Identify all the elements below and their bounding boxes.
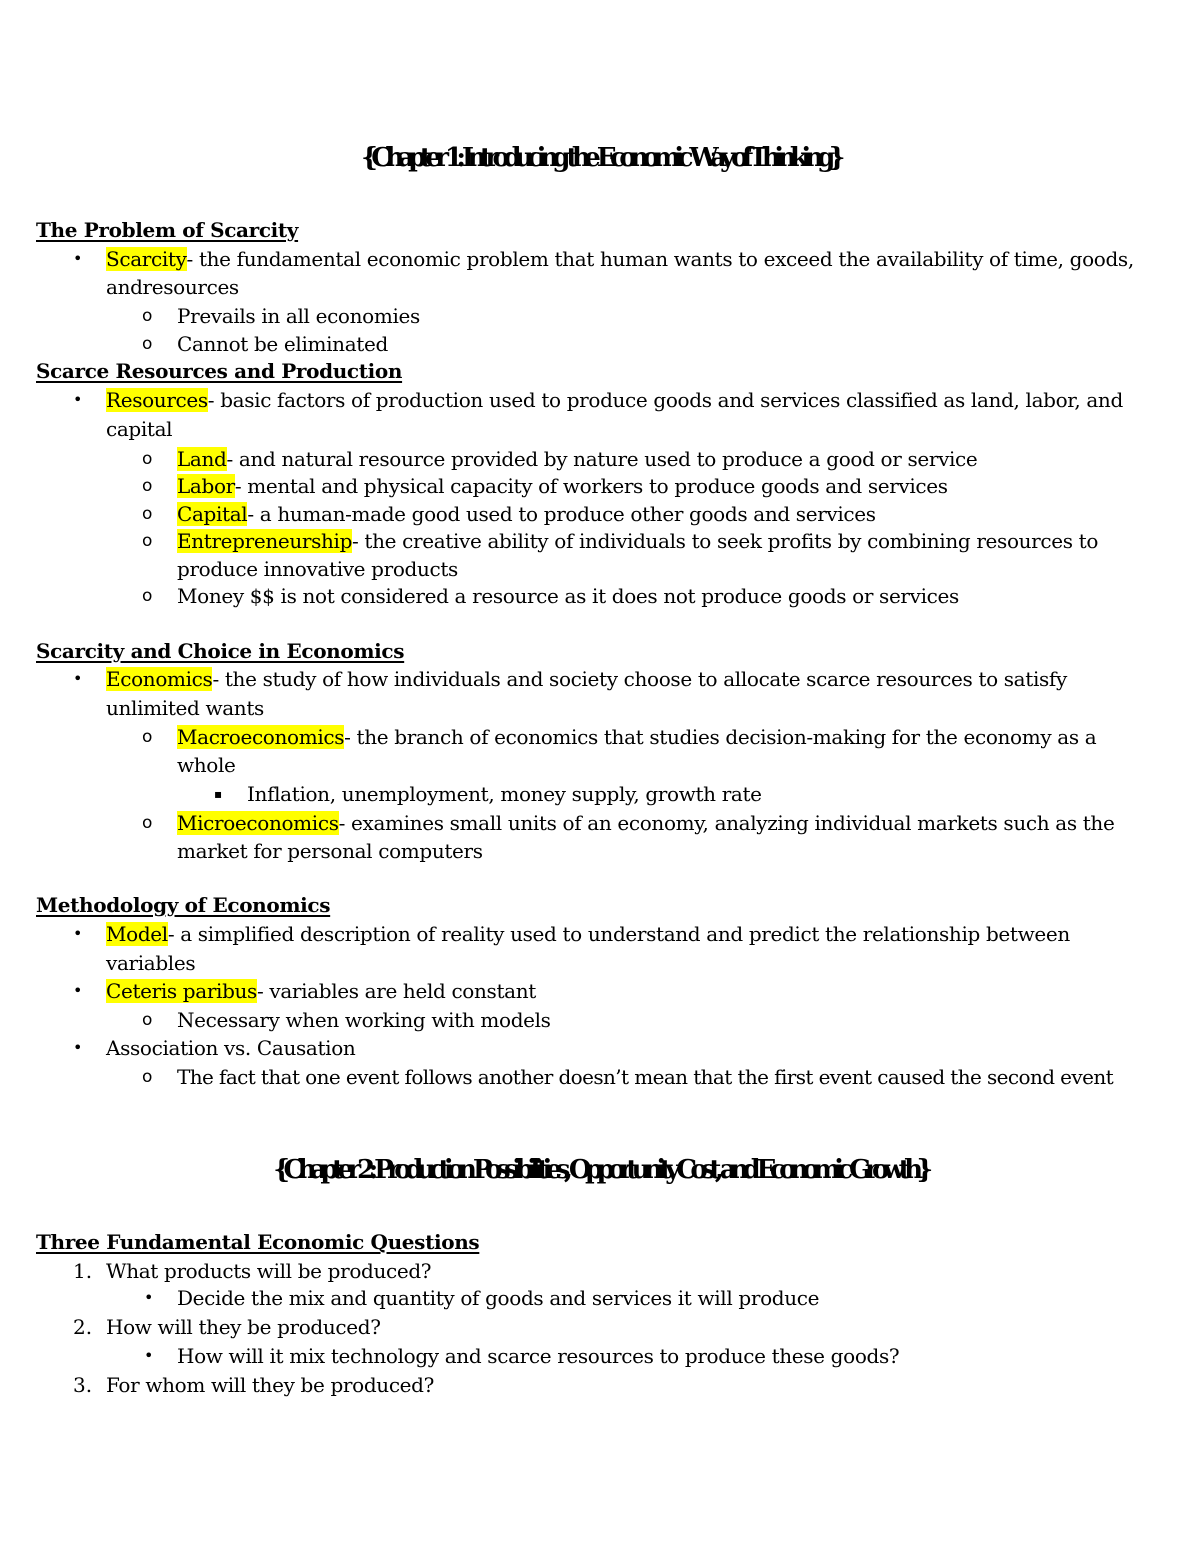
circle-marker: o [142, 334, 153, 354]
circle-marker: o [142, 813, 153, 833]
definition-entrepreneurship-continued: produce innovative products [177, 557, 458, 581]
list-subitem: Prevails in all economies [177, 304, 420, 328]
list-subitem-capital [177, 500, 876, 528]
circle-marker: o [142, 504, 153, 524]
list-subitem-labor [177, 472, 948, 500]
list-item-association: Association vs. Causation [106, 1036, 356, 1060]
list-number: 1. [73, 1259, 93, 1283]
term-economics: Economics [106, 667, 213, 691]
list-subitem: Necessary when working with models [177, 1008, 551, 1032]
definition-scarcity-continued: andresources [106, 275, 239, 299]
term-resources: Resources [106, 388, 208, 412]
list-item-ceteris-paribus [106, 977, 536, 1005]
definition-model: - a simplified description of reality used to understand and predict the relationship between [167, 922, 1070, 946]
square-marker: ▪ [214, 787, 223, 801]
definition-ceteris-paribus: - variables are held constant [256, 979, 536, 1003]
bullet-marker: • [73, 249, 83, 268]
definition-economics-continued: unlimited wants [106, 696, 264, 720]
definition-microeconomics: - examines small units of an economy, analyzing individual markets such as the [338, 811, 1115, 835]
section-heading-scarcity: The Problem of Scarcity [36, 218, 299, 242]
list-subitem: Cannot be eliminated [177, 332, 388, 356]
section-heading-methodology: Methodology of Economics [36, 893, 331, 917]
definition-entrepreneurship: - the creative ability of individuals to seek profits by combining resources to [352, 529, 1099, 553]
list-item-question-1: What products will be produced? [106, 1259, 432, 1283]
term-ceteris-paribus: Ceteris paribus [106, 979, 257, 1003]
bullet-marker: • [73, 669, 83, 688]
list-number: 3. [73, 1373, 93, 1397]
bullet-marker: • [73, 1038, 83, 1057]
bullet-marker: • [73, 981, 83, 1000]
term-labor: Labor [177, 474, 235, 498]
bullet-marker: • [73, 924, 83, 943]
bullet-marker: • [144, 1346, 154, 1365]
bullet-marker: • [144, 1288, 154, 1307]
term-scarcity: Scarcity [106, 247, 187, 271]
term-model: Model [106, 922, 168, 946]
list-item-scarcity [106, 245, 1134, 273]
circle-marker: o [142, 531, 153, 551]
definition-resources-continued: capital [106, 417, 173, 441]
list-subitem-macroeconomics [177, 723, 1096, 751]
list-subitem-entrepreneurship [177, 527, 1098, 555]
definition-model-continued: variables [106, 951, 196, 975]
list-subitem-land [177, 445, 977, 473]
list-item-model [106, 920, 1070, 948]
circle-marker: o [142, 1067, 153, 1087]
definition-macroeconomics-continued: whole [177, 753, 236, 777]
circle-marker: o [142, 476, 153, 496]
circle-marker: o [142, 449, 153, 469]
definition-economics: - the study of how individuals and society choose to allocate scarce resources to satisfy [212, 667, 1067, 691]
list-subitem-microeconomics [177, 809, 1114, 837]
list-number: 2. [73, 1315, 93, 1339]
list-subitem: How will it mix technology and scarce resources to produce these goods? [177, 1344, 900, 1368]
term-entrepreneurship: Entrepreneurship [177, 529, 353, 553]
section-heading-questions: Three Fundamental Economic Questions [36, 1230, 480, 1254]
term-microeconomics: Microeconomics [177, 811, 339, 835]
definition-capital: - a human-made good used to produce other goods and services [247, 502, 876, 526]
definition-land: - and natural resource provided by nature used to produce a good or service [226, 447, 978, 471]
term-land: Land [177, 447, 227, 471]
list-item-question-2: How will they be produced? [106, 1315, 381, 1339]
section-heading-choice: Scarcity and Choice in Economics [36, 639, 405, 663]
definition-labor: - mental and physical capacity of workers to produce goods and services [234, 474, 948, 498]
term-macroeconomics: Macroeconomics [177, 725, 345, 749]
definition-macroeconomics: - the branch of economics that studies decision-making for the economy as a [344, 725, 1097, 749]
definition-resources: - basic factors of production used to produce goods and services classified as land, labor, and [207, 388, 1123, 412]
definition-scarcity: - the fundamental economic problem that human wants to exceed the availability of time, goods, [186, 247, 1134, 271]
circle-marker: o [142, 306, 153, 326]
chapter-2-title: {Chapter 2: Production Possibilities, Opportunity Cost, and Economic Growth} [273, 1154, 927, 1185]
circle-marker: o [142, 727, 153, 747]
circle-marker: o [142, 1010, 153, 1030]
list-item-resources [106, 386, 1123, 414]
list-subitem-money: Money $$ is not considered a resource as it does not produce goods or services [177, 584, 959, 608]
chapter-1-title: {Chapter 1: Introducing the Economic Way of Thinking} [361, 142, 839, 173]
list-subitem: The fact that one event follows another doesn’t mean that the first event caused the second event [177, 1065, 1114, 1089]
definition-microeconomics-continued: market for personal computers [177, 839, 483, 863]
term-capital: Capital [177, 502, 248, 526]
list-item-economics [106, 665, 1067, 693]
section-heading-resources: Scarce Resources and Production [36, 359, 403, 383]
circle-marker: o [142, 586, 153, 606]
list-subsubitem: Inflation, unemployment, money supply, growth rate [247, 782, 762, 806]
bullet-marker: • [73, 390, 83, 409]
list-item-question-3: For whom will they be produced? [106, 1373, 434, 1397]
list-subitem: Decide the mix and quantity of goods and services it will produce [177, 1286, 820, 1310]
